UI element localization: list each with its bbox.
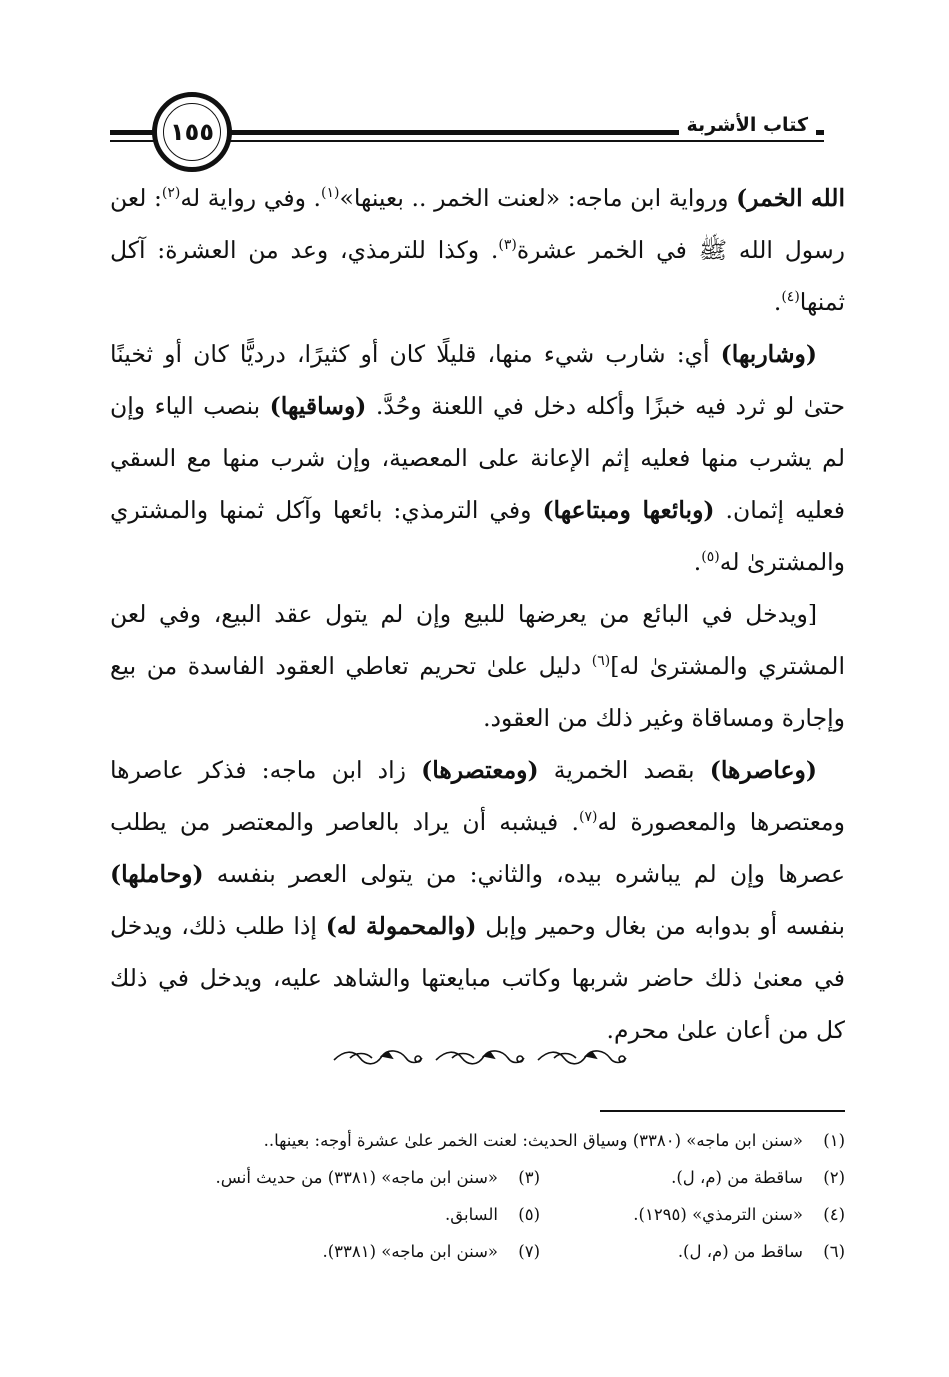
footnote-row	[100, 1196, 845, 1233]
paragraph-text: بنفسه أو بدوابه من بغال وحمير وإبل	[476, 912, 845, 940]
footnote-marker[interactable]: (٤)	[781, 289, 800, 306]
footnote-2	[540, 1159, 845, 1196]
footnote-number: (٣)	[518, 1168, 540, 1187]
footnote-marker[interactable]: (٣)	[498, 237, 517, 254]
main-text	[110, 172, 845, 1056]
floral-divider-icon	[330, 1042, 630, 1072]
quoted-term: الله الخمر)	[736, 184, 845, 212]
header-gap	[824, 126, 850, 142]
quoted-term: (وحاملها)	[110, 860, 204, 888]
paragraph-text: بقصد الخمرية	[538, 756, 710, 784]
footnotes	[100, 1122, 845, 1270]
quoted-term: (وبائعها ومبتاعها)	[542, 496, 715, 524]
footnote-row	[100, 1233, 845, 1270]
footnote-row	[100, 1159, 845, 1196]
footnote-text: «سنن ابن ماجه» (٣٣٨١).	[322, 1242, 498, 1261]
footnote-number: (٧)	[518, 1242, 540, 1261]
footnote-marker[interactable]: (٧)	[578, 809, 598, 826]
paragraph-3	[110, 588, 845, 744]
footnote-6	[540, 1233, 845, 1270]
footnote-text: «سنن ابن ماجه» (٣٣٨١) من حديث أنس.	[215, 1168, 498, 1187]
paragraph-text: ورواية ابن ماجه: «لعنت الخمر .. بعينها»	[339, 184, 737, 212]
footnote-marker[interactable]: (٢)	[161, 185, 181, 202]
footnote-5	[445, 1196, 540, 1233]
footnote-number: (٤)	[823, 1205, 845, 1224]
footnote-4	[540, 1196, 845, 1233]
paragraph-text: بنصب الياء وإن لم يشرب منها فعليه إثم الإعانة على المعصية، وإن شرب منها مع السقي فعليه إثمان.	[110, 392, 845, 524]
page-number: ١٥٥	[170, 118, 214, 146]
footnote-text: ساقطة من (م، ل).	[671, 1168, 803, 1187]
quoted-term: (وعاصرها)	[709, 756, 817, 784]
paragraph-text: دليل علىٰ تحريم تعاطي العقود الفاسدة من بيع وإجارة ومساقاة وغير ذلك من العقود.	[110, 652, 845, 732]
footnote-number: (٢)	[823, 1168, 845, 1187]
quoted-term: (وساقيها)	[269, 392, 367, 420]
paragraph-4	[110, 744, 845, 1056]
footnote-text: «سنن الترمذي» (١٢٩٥).	[633, 1205, 803, 1224]
paragraph-text: . وفي رواية له	[180, 184, 321, 212]
paragraph-text: أي: شارب شيء منها، قليلًا كان أو كثيرًا، درديًّا كان أو ثخينًا حتىٰ لو ثرد فيه خبزًا وأكله دخل في اللعنة وحُدَّ.	[110, 340, 846, 420]
footnote-text: ساقط من (م، ل).	[677, 1242, 803, 1261]
paragraph-text: .	[773, 288, 782, 316]
paragraph-text: [ويدخل في البائع من يعرضها للبيع وإن لم يتول عقد البيع، وفي لعن المشتري والمشترىٰ له]	[110, 600, 845, 680]
footnote-1	[264, 1122, 845, 1159]
footnote-row	[100, 1122, 845, 1159]
paragraph-2	[110, 328, 845, 588]
footnote-number: (٥)	[518, 1205, 540, 1224]
footnote-text: «سنن ابن ماجه» (٣٣٨٠) وسياق الحديث: لعنت الخمر علىٰ عشرة أوجه: بعينها..	[263, 1131, 803, 1150]
paragraph-text: : لعن رسول الله ﷺ في الخمر عشرة	[110, 184, 845, 264]
footnote-marker[interactable]: (١)	[321, 185, 340, 202]
footnote-number: (١)	[823, 1131, 845, 1150]
quoted-term: (وشاربها)	[720, 340, 817, 368]
page-number-badge	[152, 92, 232, 172]
quoted-term: (ومعتصرها)	[421, 756, 539, 784]
footnote-marker[interactable]: (٦)	[591, 653, 611, 670]
page-header	[110, 92, 850, 182]
running-title: كتاب الأشربة	[679, 112, 816, 138]
paragraph-text: .	[693, 548, 702, 576]
footnote-text: السابق.	[445, 1205, 498, 1224]
paragraph-1	[110, 172, 845, 328]
footnote-separator	[600, 1110, 845, 1112]
paragraph-text: وفي الترمذي: بائعها وآكل ثمنها والمشتري والمشترىٰ له	[110, 496, 845, 576]
paragraph-text: زاد ابن ماجه: فذكر عاصرها ومعتصرها والمعصورة له	[110, 756, 845, 836]
footnote-7	[322, 1233, 540, 1270]
paragraph-text: . فيشبه أن يراد بالعاصر والمعتصر من يطلب عصرها وإن لم يباشره بيده، والثاني: من يتولى العصر بنفسه	[110, 808, 845, 888]
footnote-marker[interactable]: (٥)	[701, 549, 720, 566]
paragraph-text: . وكذا للترمذي، وعد من العشرة: آكل ثمنها	[110, 236, 845, 316]
footnote-number: (٦)	[823, 1242, 845, 1261]
footnote-3	[215, 1159, 540, 1196]
quoted-term: (والمحمولة له)	[325, 912, 477, 940]
paragraph-text: إذا طلب ذلك، ويدخل في معنىٰ ذلك حاضر شربها وكاتب مبايعتها والشاهد عليه، ويدخل في ذلك كل من أعان علىٰ محرم.	[110, 912, 845, 1044]
